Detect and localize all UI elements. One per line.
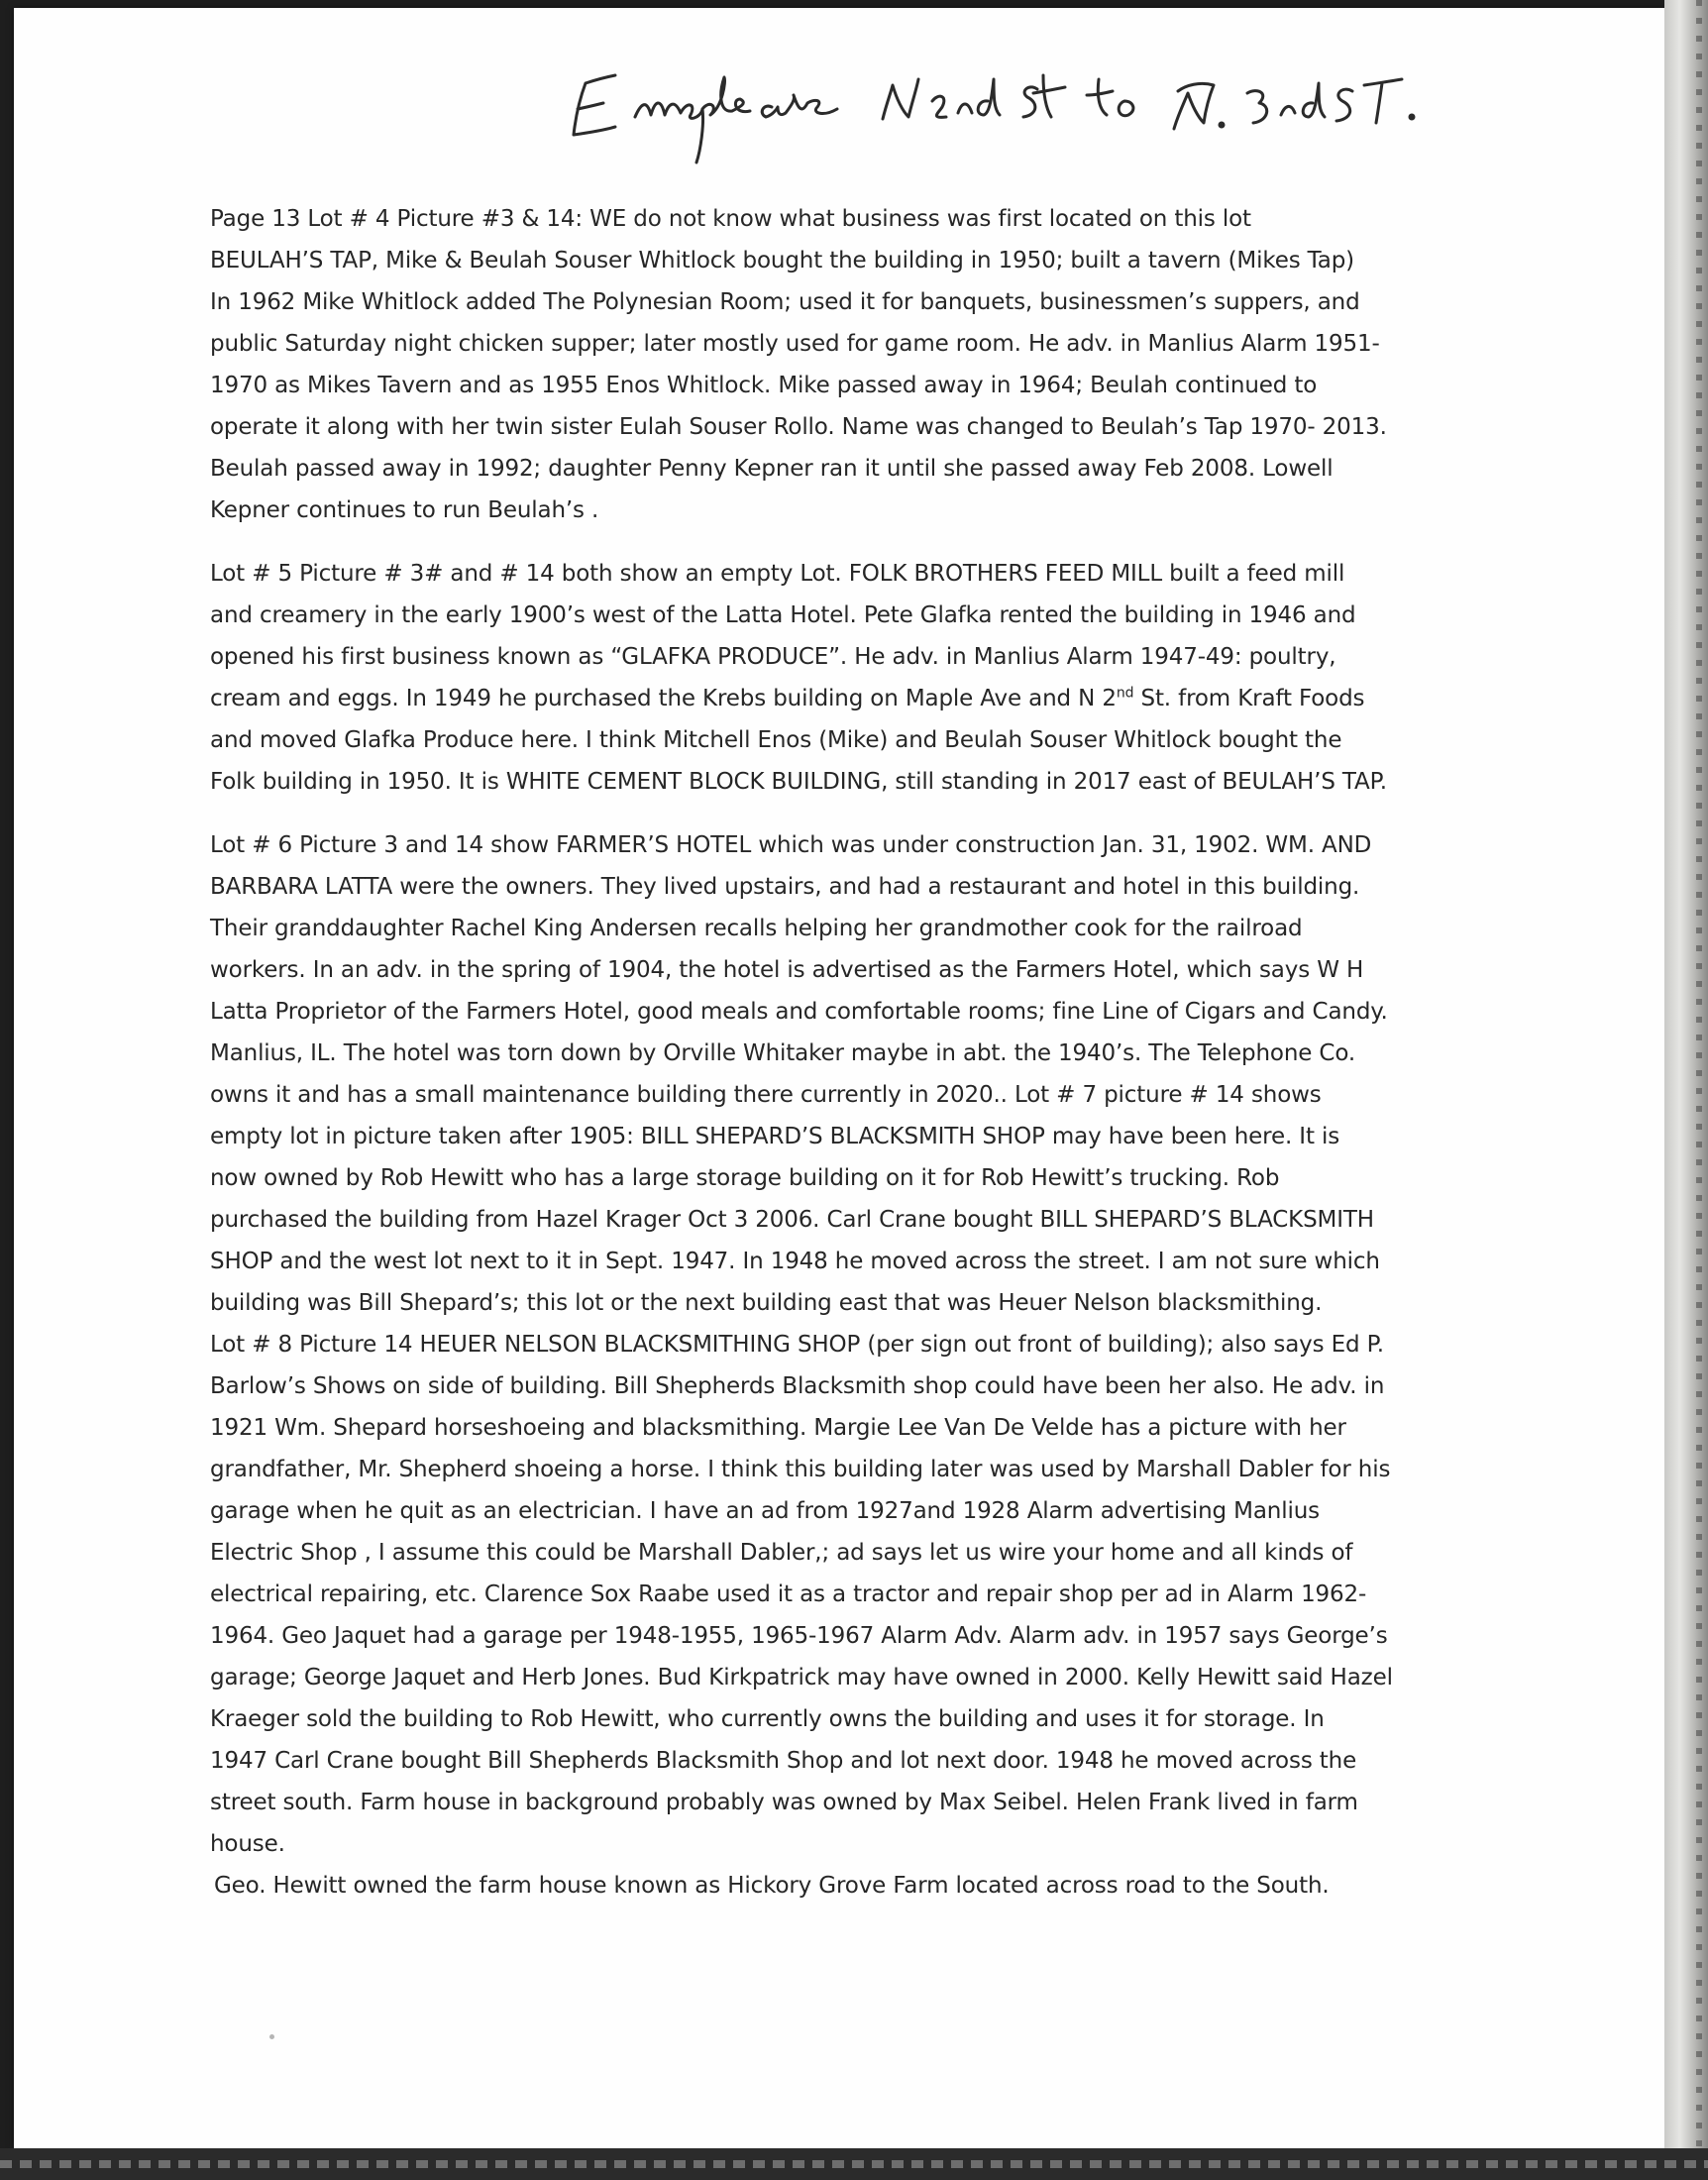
text-line: public Saturday night chicken supper; later mostly used for game room. He adv. in Manlius Alarm 1951- [210,331,1380,357]
text-line: Their granddaughter Rachel King Andersen recalls helping her grandmother cook for the railroad [210,916,1303,941]
text-line: Folk building in 1950. It is WHITE CEMENT BLOCK BUILDING, still standing in 2017 east of BEULAH’S TAP. [210,769,1387,795]
text-line: empty lot in picture taken after 1905: BILL SHEPARD’S BLACKSMITH SHOP may have been here. It is [210,1124,1340,1149]
superscript-nd: nd [1116,685,1134,702]
text-line: Beulah passed away in 1992; daughter Penny Kepner ran it until she passed away Feb 2008. Lowell [210,456,1334,482]
text-line: 1947 Carl Crane bought Bill Shepherds Blacksmith Shop and lot next door. 1948 he moved across the [210,1748,1357,1774]
document-body [210,198,1498,1928]
text-line: Lot # 5 Picture # 3# and # 14 both show an empty Lot. FOLK BROTHERS FEED MILL built a feed mill [210,561,1345,587]
text-line: In 1962 Mike Whitlock added The Polynesian Room; used it for banquets, businessmen’s suppers, and [210,289,1360,315]
text-line: electrical repairing, etc. Clarence Sox Raabe used it as a tractor and repair shop per ad in Alarm 1962- [210,1581,1367,1607]
paragraph-lot-6-7-8 [210,824,1498,1907]
binder-sleeve-edge [1664,0,1708,2180]
text-line: opened his first business known as “GLAFKA PRODUCE”. He adv. in Manlius Alarm 1947-49: poultry, [210,644,1336,670]
text-line: Electric Shop , I assume this could be Marshall Dabler,; ad says let us wire your home and all kinds of [210,1540,1353,1566]
text-line: now owned by Rob Hewitt who has a large storage building on it for Rob Hewitt’s trucking. Rob [210,1165,1280,1191]
text-line: Page 13 Lot # 4 Picture #3 & 14: WE do not know what business was first located on this lot [210,206,1251,232]
text-line: street south. Farm house in background probably was owned by Max Seibel. Helen Frank lived in farm [210,1790,1358,1815]
text-line: building was Bill Shepard’s; this lot or the next building east that was Heuer Nelson blacksmithing. [210,1290,1323,1316]
text-line: Geo. Hewitt owned the farm house known as Hickory Grove Farm located across road to the South. [214,1873,1330,1899]
handwritten-header-text [564,55,582,56]
text-line: garage when he quit as an electrician. I have an ad from 1927and 1928 Alarm advertising Manlius [210,1498,1320,1524]
text-line: Lot # 6 Picture 3 and 14 show FARMER’S HOTEL which was under construction Jan. 31, 1902. WM. AND [210,832,1372,858]
text-line: BEULAH’S TAP, Mike & Beulah Souser Whitlock bought the building in 1950; built a tavern (Mikes Tap) [210,248,1354,273]
text-fragment: St. from Kraft Foods [1133,686,1365,711]
scan-speck [269,2034,274,2039]
paragraph-lot-5 [210,553,1498,803]
text-fragment: cream and eggs. In 1949 he purchased the Krebs building on Maple Ave and N 2 [210,686,1117,711]
text-line: and creamery in the early 1900’s west of the Latta Hotel. Pete Glafka rented the building in 1946 and [210,602,1356,628]
text-line: BARBARA LATTA were the owners. They lived upstairs, and had a restaurant and hotel in this building. [210,874,1360,900]
text-line: Latta Proprietor of the Farmers Hotel, good meals and comfortable rooms; fine Line of Cigars and Candy. [210,999,1388,1025]
text-line: 1964. Geo Jaquet had a garage per 1948-1955, 1965-1967 Alarm Adv. Alarm adv. in 1957 says George’s [210,1623,1388,1649]
handwriting-scribble [564,55,1455,164]
text-line: SHOP and the west lot next to it in Sept. 1947. In 1948 he moved across the street. I am not sure which [210,1249,1380,1274]
text-line: purchased the building from Hazel Krager Oct 3 2006. Carl Crane bought BILL SHEPARD’S BLACKSMITH [210,1207,1374,1233]
binder-sleeve-bottom [0,2148,1708,2180]
text-line: 1970 as Mikes Tavern and as 1955 Enos Whitlock. Mike passed away in 1964; Beulah continued to [210,373,1318,398]
text-line: Kraeger sold the building to Rob Hewitt, who currently owns the building and uses it for storage. In [210,1706,1325,1732]
text-line: house. [210,1831,285,1857]
text-line: Lot # 8 Picture 14 HEUER NELSON BLACKSMITHING SHOP (per sign out front of building); also says Ed P. [210,1332,1384,1358]
text-line: owns it and has a small maintenance building there currently in 2020.. Lot # 7 picture # 14 shows [210,1082,1322,1108]
text-line: grandfather, Mr. Shepherd shoeing a horse. I think this building later was used by Marshall Dabler for his [210,1457,1391,1482]
text-line: and moved Glafka Produce here. I think Mitchell Enos (Mike) and Beulah Souser Whitlock bought the [210,727,1342,753]
text-line: Manlius, IL. The hotel was torn down by Orville Whitaker maybe in abt. the 1940’s. The Telephone Co. [210,1040,1356,1066]
text-line: garage; George Jaquet and Herb Jones. Bud Kirkpatrick may have owned in 2000. Kelly Hewitt said Hazel [210,1665,1393,1690]
text-line: workers. In an adv. in the spring of 1904, the hotel is advertised as the Farmers Hotel, which says W H [210,957,1364,983]
text-line: Kepner continues to run Beulah’s . [210,497,599,523]
handwritten-header [564,55,1455,164]
text-line: operate it along with her twin sister Eulah Souser Rollo. Name was changed to Beulah’s Tap 1970- 2013. [210,414,1387,440]
text-line: 1921 Wm. Shepard horseshoeing and blacksmithing. Margie Lee Van De Velde has a picture with her [210,1415,1346,1441]
text-line: Barlow’s Shows on side of building. Bill Shepherds Blacksmith shop could have been her also. He adv. in [210,1373,1385,1399]
text-line-with-superscript [210,678,1498,719]
paragraph-lot-4 [210,198,1498,531]
